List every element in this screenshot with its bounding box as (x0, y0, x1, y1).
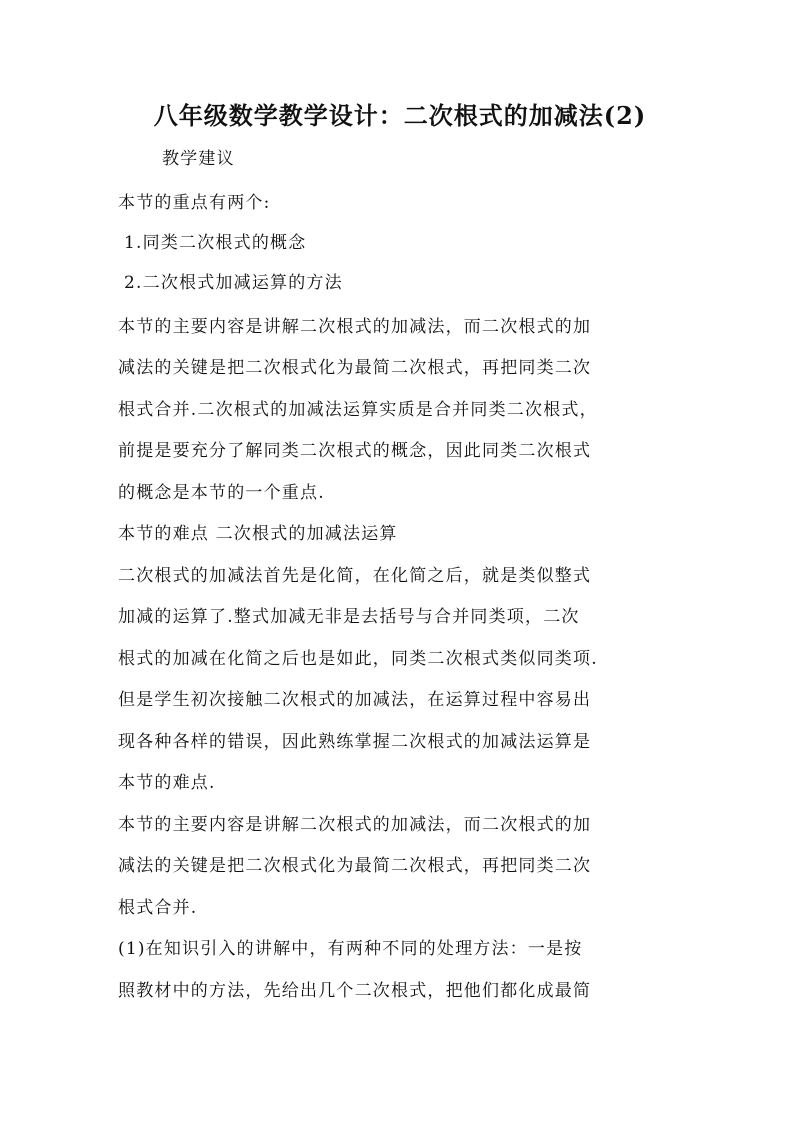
body-line: 二次根式的加减法首先是化简，在化简之后，就是类似整式 (118, 566, 592, 586)
document-title: 八年级数学教学设计：二次根式的加减法(2) (153, 101, 647, 130)
body-line: 减法的关键是把二次根式化为最简二次根式，再把同类二次 (118, 358, 592, 378)
body-line: 加减的运算了.整式加减无非是去括号与合并同类项，二次 (118, 607, 580, 627)
body-line: 照教材中的方法，先给出几个二次根式，把他们都化成最简 (118, 981, 592, 1001)
body-line: 现各种各样的错误，因此熟练掌握二次根式的加减法运算是 (118, 732, 592, 752)
body-line: 本节的难点 二次根式的加减法运算 (118, 524, 398, 544)
body-line: 减法的关键是把二次根式化为最简二次根式，再把同类二次 (118, 856, 592, 876)
body-line: 1.同类二次根式的概念 (124, 233, 307, 253)
body-line: 本节的主要内容是讲解二次根式的加减法，而二次根式的加 (118, 317, 592, 337)
body-line: 本节的主要内容是讲解二次根式的加减法，而二次根式的加 (118, 815, 592, 835)
body-line: 但是学生初次接触二次根式的加减法，在运算过程中容易出 (118, 690, 592, 710)
body-line: 根式的加减在化简之后也是如此，同类二次根式类似同类项. (118, 649, 598, 669)
body-line: 的概念是本节的一个重点. (118, 483, 325, 503)
body-line: 根式合并. (118, 898, 198, 918)
body-line: 2.二次根式加减运算的方法 (124, 273, 343, 293)
body-line: 根式合并.二次根式的加减法运算实质是合并同类二次根式， (118, 400, 598, 420)
body-line: (1)在知识引入的讲解中，有两种不同的处理方法：一是按 (118, 939, 583, 959)
body-line: 前提是要充分了解同类二次根式的概念，因此同类二次根式 (118, 441, 592, 461)
section-heading: 教学建议 (162, 149, 235, 169)
body-line: 本节的难点. (118, 773, 216, 793)
body-line: 本节的重点有两个: (118, 193, 271, 213)
